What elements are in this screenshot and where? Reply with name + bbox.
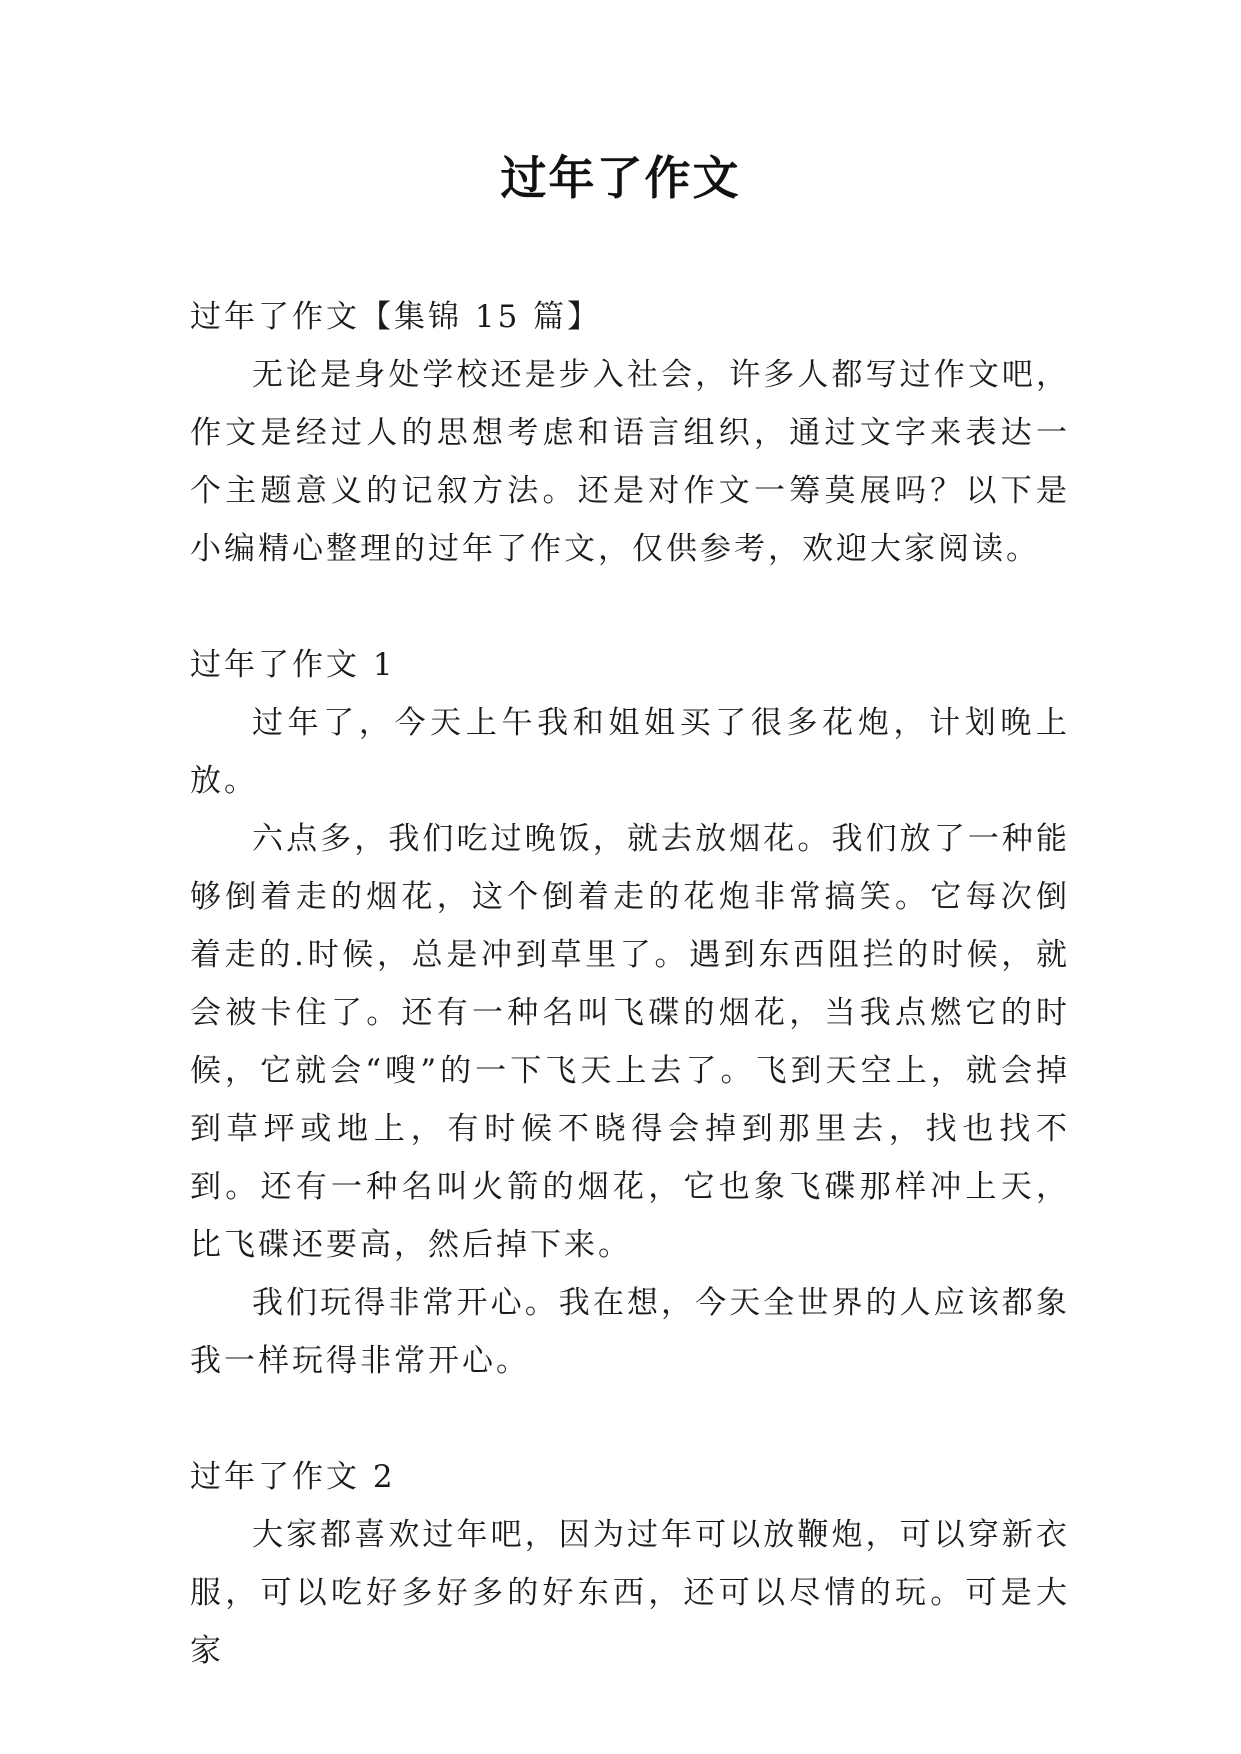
essay-1-heading: 过年了作文 1 — [190, 647, 396, 683]
section-spacer — [190, 578, 1070, 636]
essay-1-paragraph-2: 六点多，我们吃过晚饭，就去放烟花。我们放了一种能够倒着走的烟花，这个倒着走的花炮非常搞笑。它每次倒着走的.时候，总是冲到草里了。遇到东西阻拦的时候，就会被卡住了。还有一种名叫飞碟的烟花，当我点燃它的时候，它就会“嗖”的一下飞天上去了。飞到天空上，就会掉到草坪或地上，有时候不晓得会掉到那里去，找也找不到。还有一种名叫火箭的烟花，它也象飞碟那样冲上天，比飞碟还要高，然后掉下来。 — [190, 821, 1070, 1263]
essay-1-paragraph-1: 过年了，今天上午我和姐姐买了很多花炮，计划晚上放。 — [190, 705, 1070, 799]
essay-2-paragraph-1: 大家都喜欢过年吧，因为过年可以放鞭炮，可以穿新衣服，可以吃好多好多的好东西，还可以尽情的玩。可是大家 — [190, 1517, 1070, 1669]
intro-heading: 过年了作文【集锦 15 篇】 — [190, 299, 602, 335]
document-title: 过年了作文 — [500, 151, 741, 205]
intro-paragraph: 无论是身处学校还是步入社会，许多人都写过作文吧，作文是经过人的思想考虑和语言组织，通过文字来表达一个主题意义的记叙方法。还是对作文一筹莫展吗？以下是小编精心整理的过年了作文，仅供参考，欢迎大家阅读。 — [190, 357, 1070, 567]
essay-2-heading: 过年了作文 2 — [190, 1459, 396, 1495]
document-body — [190, 288, 1070, 1680]
essay-1-paragraph-3: 我们玩得非常开心。我在想，今天全世界的人应该都象我一样玩得非常开心。 — [190, 1285, 1070, 1379]
section-spacer — [190, 1390, 1070, 1448]
